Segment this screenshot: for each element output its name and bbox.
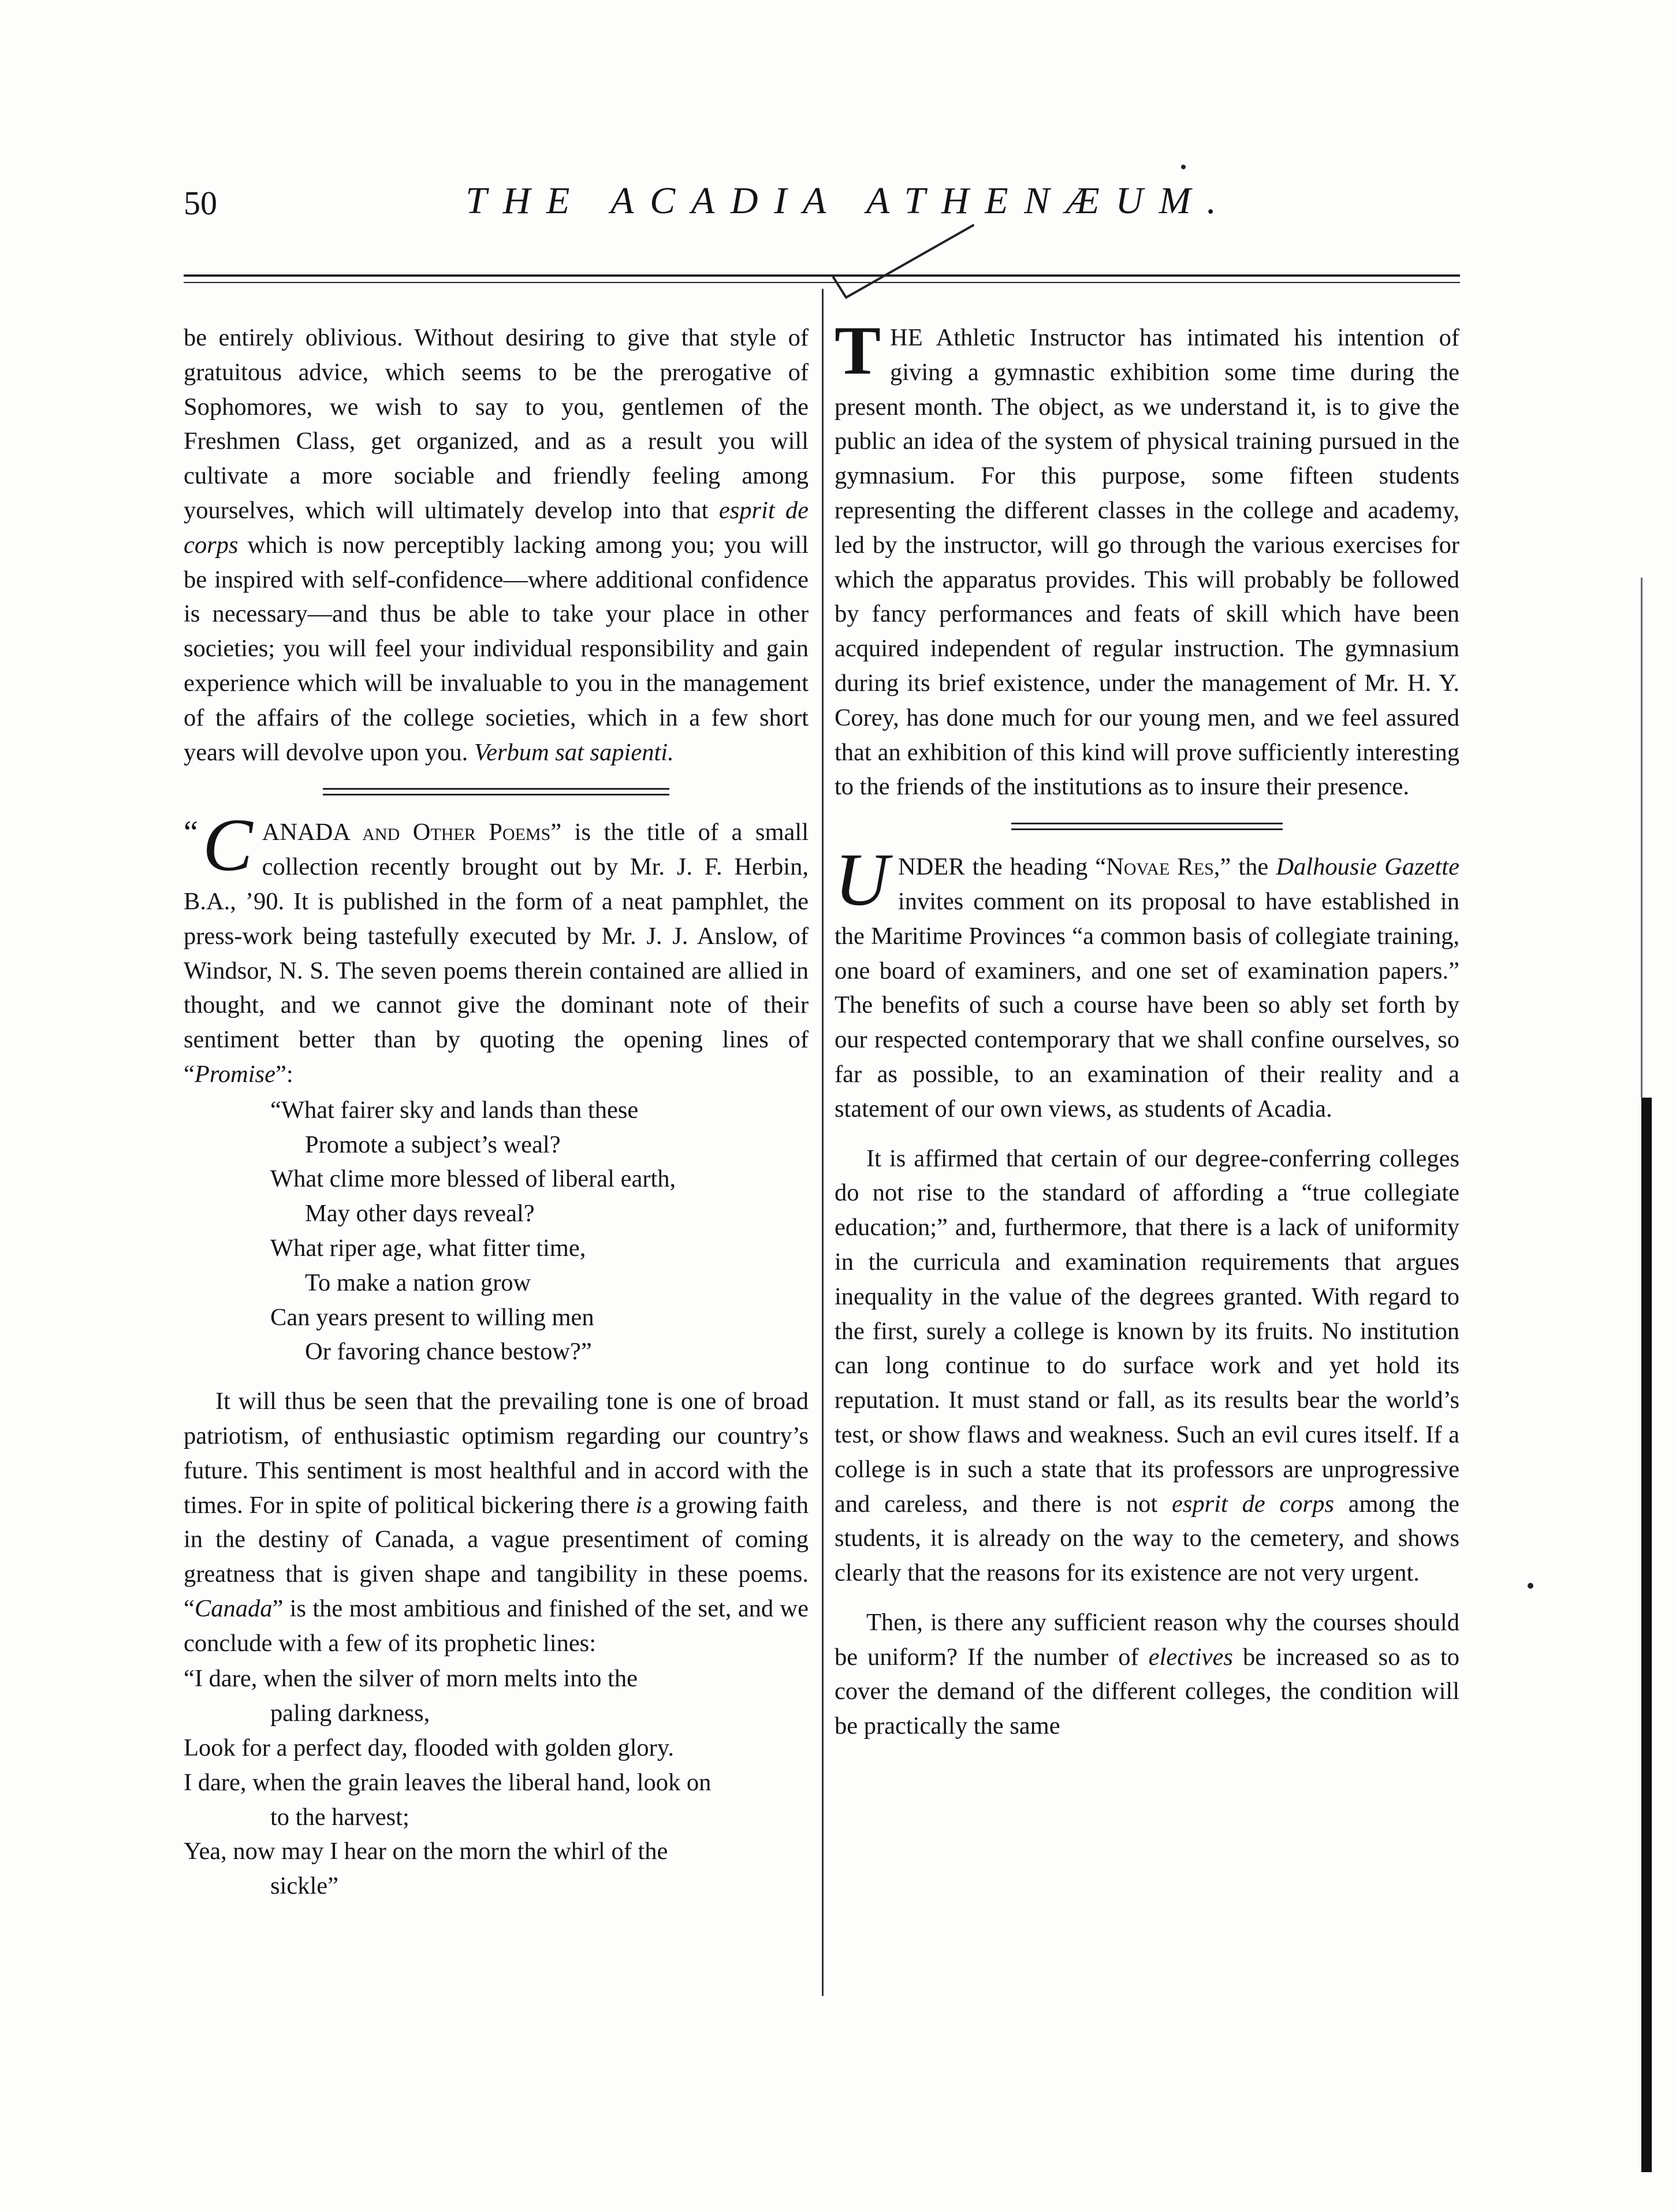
page-number: 50 [184,184,217,222]
section-separator [835,823,1459,830]
poem-line: May other days reveal? [305,1200,535,1228]
poem-line: to the harvest; [270,1803,409,1831]
poem-line: What clime more blessed of liberal earth, [270,1165,676,1193]
left-column [184,321,809,1905]
novae-res-paragraph: U NDER the heading “Novae Res,” the Dalhousie Gazette invites comment on its proposal to have established in the Maritime Provinces “a common basis of collegiate training, one board of examiners, and one set of examination papers.” The benefits of such a course have been so ably set forth by our respected contemporary that we shall confine ourselves, so far as possible, to an examination of their reality and a statement of our own views, as students of Acadia. [835,838,1459,1122]
canada-review-paragraph: “ C ANADA and Other Poems” is the title of a small collection recently brought out by Mr. J. F. Herbin, B.A., ’90. It is published in the form of a neat pamphlet, the press-work being tastefully executed by Mr. J. J. Anslow, of Windsor, N. S. The seven poems therein contained are allied in thought, and we cannot give the dominant note of their sentiment better than by quoting the opening lines of “Promise”: [184,804,809,1088]
header-rule-thin [184,282,1460,283]
dropcap-u: U [835,838,889,922]
dropcap-c: C [202,804,253,887]
poem-line: “What fairer sky and lands than these [270,1096,639,1124]
ink-speck [1528,1583,1533,1589]
header-rule-thick [184,274,1460,277]
right-column [835,312,1460,1743]
poem-line: Look for a perfect day, flooded with golden glory. [184,1734,674,1762]
poem-line: What riper age, what fitter time, [270,1234,586,1262]
column-divider [822,289,824,1996]
poem-line: “I dare, when the silver of morn melts into the [184,1665,638,1693]
journal-title: THE ACADIA ATHENÆUM. [465,180,1232,222]
scan-edge-line [1641,578,1643,1098]
patriotism-paragraph: It will thus be seen that the prevailing tone is one of broad patriotism, of enthusiastic optimism regarding our country’s future. This sentiment is most healthful and in accord with the times. For in spite of political bickering there is a growing faith in the destiny of Canada, a vague presentiment of coming greatness that is given shape and tangibility in these poems. “Canada” is the most ambitious and finished of the set, and we conclude with a few of its prophetic lines: [184,1388,809,1657]
poem-canada [184,1661,809,1904]
poem-line: I dare, when the grain leaves the liberal hand, look on [184,1768,712,1796]
poem-promise [184,1093,809,1369]
poem-line: Promote a subject’s weal? [305,1131,561,1158]
poem-line: sickle” [270,1872,338,1900]
freshmen-paragraph: be entirely oblivious. Without desiring to give that style of gratuitous advice, which seems to be the prerogative of Sophomores, we wish to say to you, gentlemen of the Freshmen Class, get organized, and as a result you will cultivate a more sociable and friendly feeling among yourselves, which will ultimately develop into that esprit de corps which is now perceptibly lacking among you; you will be inspired with self-confidence—where additional confidence is necessary—and thus be able to take your place in other societies; you will feel your individual responsibility and gain experience which will be invaluable to you in the management of the affairs of the college societies, which in a few short years will devolve upon you. Verbum sat sapienti. [184,324,809,766]
poem-line: Yea, now may I hear on the morn the whirl of the [184,1838,668,1865]
poem-line: To make a nation grow [305,1269,531,1296]
scan-edge-shadow [1641,1098,1652,2172]
section-separator [184,788,809,795]
poem-line: Can years present to willing men [270,1303,594,1331]
poem-line: paling darkness, [270,1700,430,1727]
poem-line: Or favoring chance bestow?” [305,1338,592,1366]
electives-paragraph: Then, is there any sufficient reason why the courses should be uniform? If the number of electives be increased so as to cover the demand of the different colleges, the condition will be practically the same [835,1608,1460,1740]
uniformity-paragraph: It is affirmed that certain of our degree-conferring colleges do not rise to the standard of affording a “true collegiate education;” and, furthermore, that there is a lack of uniformity in the curricula and examination requirements that argues inequality in the value of the degrees granted. With regard to the first, surely a college is known by its fruits. No institution can long continue to do surface work and yet hold its reputation. It must stand or fall, as its results bear the world’s test, or show flaws and weakness. Such an evil cures itself. If a college is in such a state that its professors are unprogressive and careless, and there is not esprit de corps among the students, it is already on the way to the cemetery, and shows clearly that the reasons for its existence are not very urgent. [835,1144,1460,1587]
handwritten-check-mark [829,222,979,303]
verbum-sat-sapienti: Verbum sat sapienti. [474,738,674,766]
dropcap-t: T [835,312,881,389]
ink-speck [1181,165,1186,169]
athletic-paragraph: T HE Athletic Instructor has intimated his intention of giving a gymnastic exhibition some time during the present month. The object, as we understand it, is to give the public an idea of the system of physical training pursued in the gymnasium. For this purpose, some fifteen students representing the different classes in the college and academy, led by the instructor, will go through the various exercises for which the apparatus provides. This will probably be followed by fancy performances and feats of skill which have been acquired independent of regular instruction. The gymnasium during its brief existence, under the management of Mr. H. Y. Corey, has done much for our young men, and we feel assured that an exhibition of this kind will prove sufficiently interesting to the friends of the institutions as to insure their presence. [835,312,1459,801]
